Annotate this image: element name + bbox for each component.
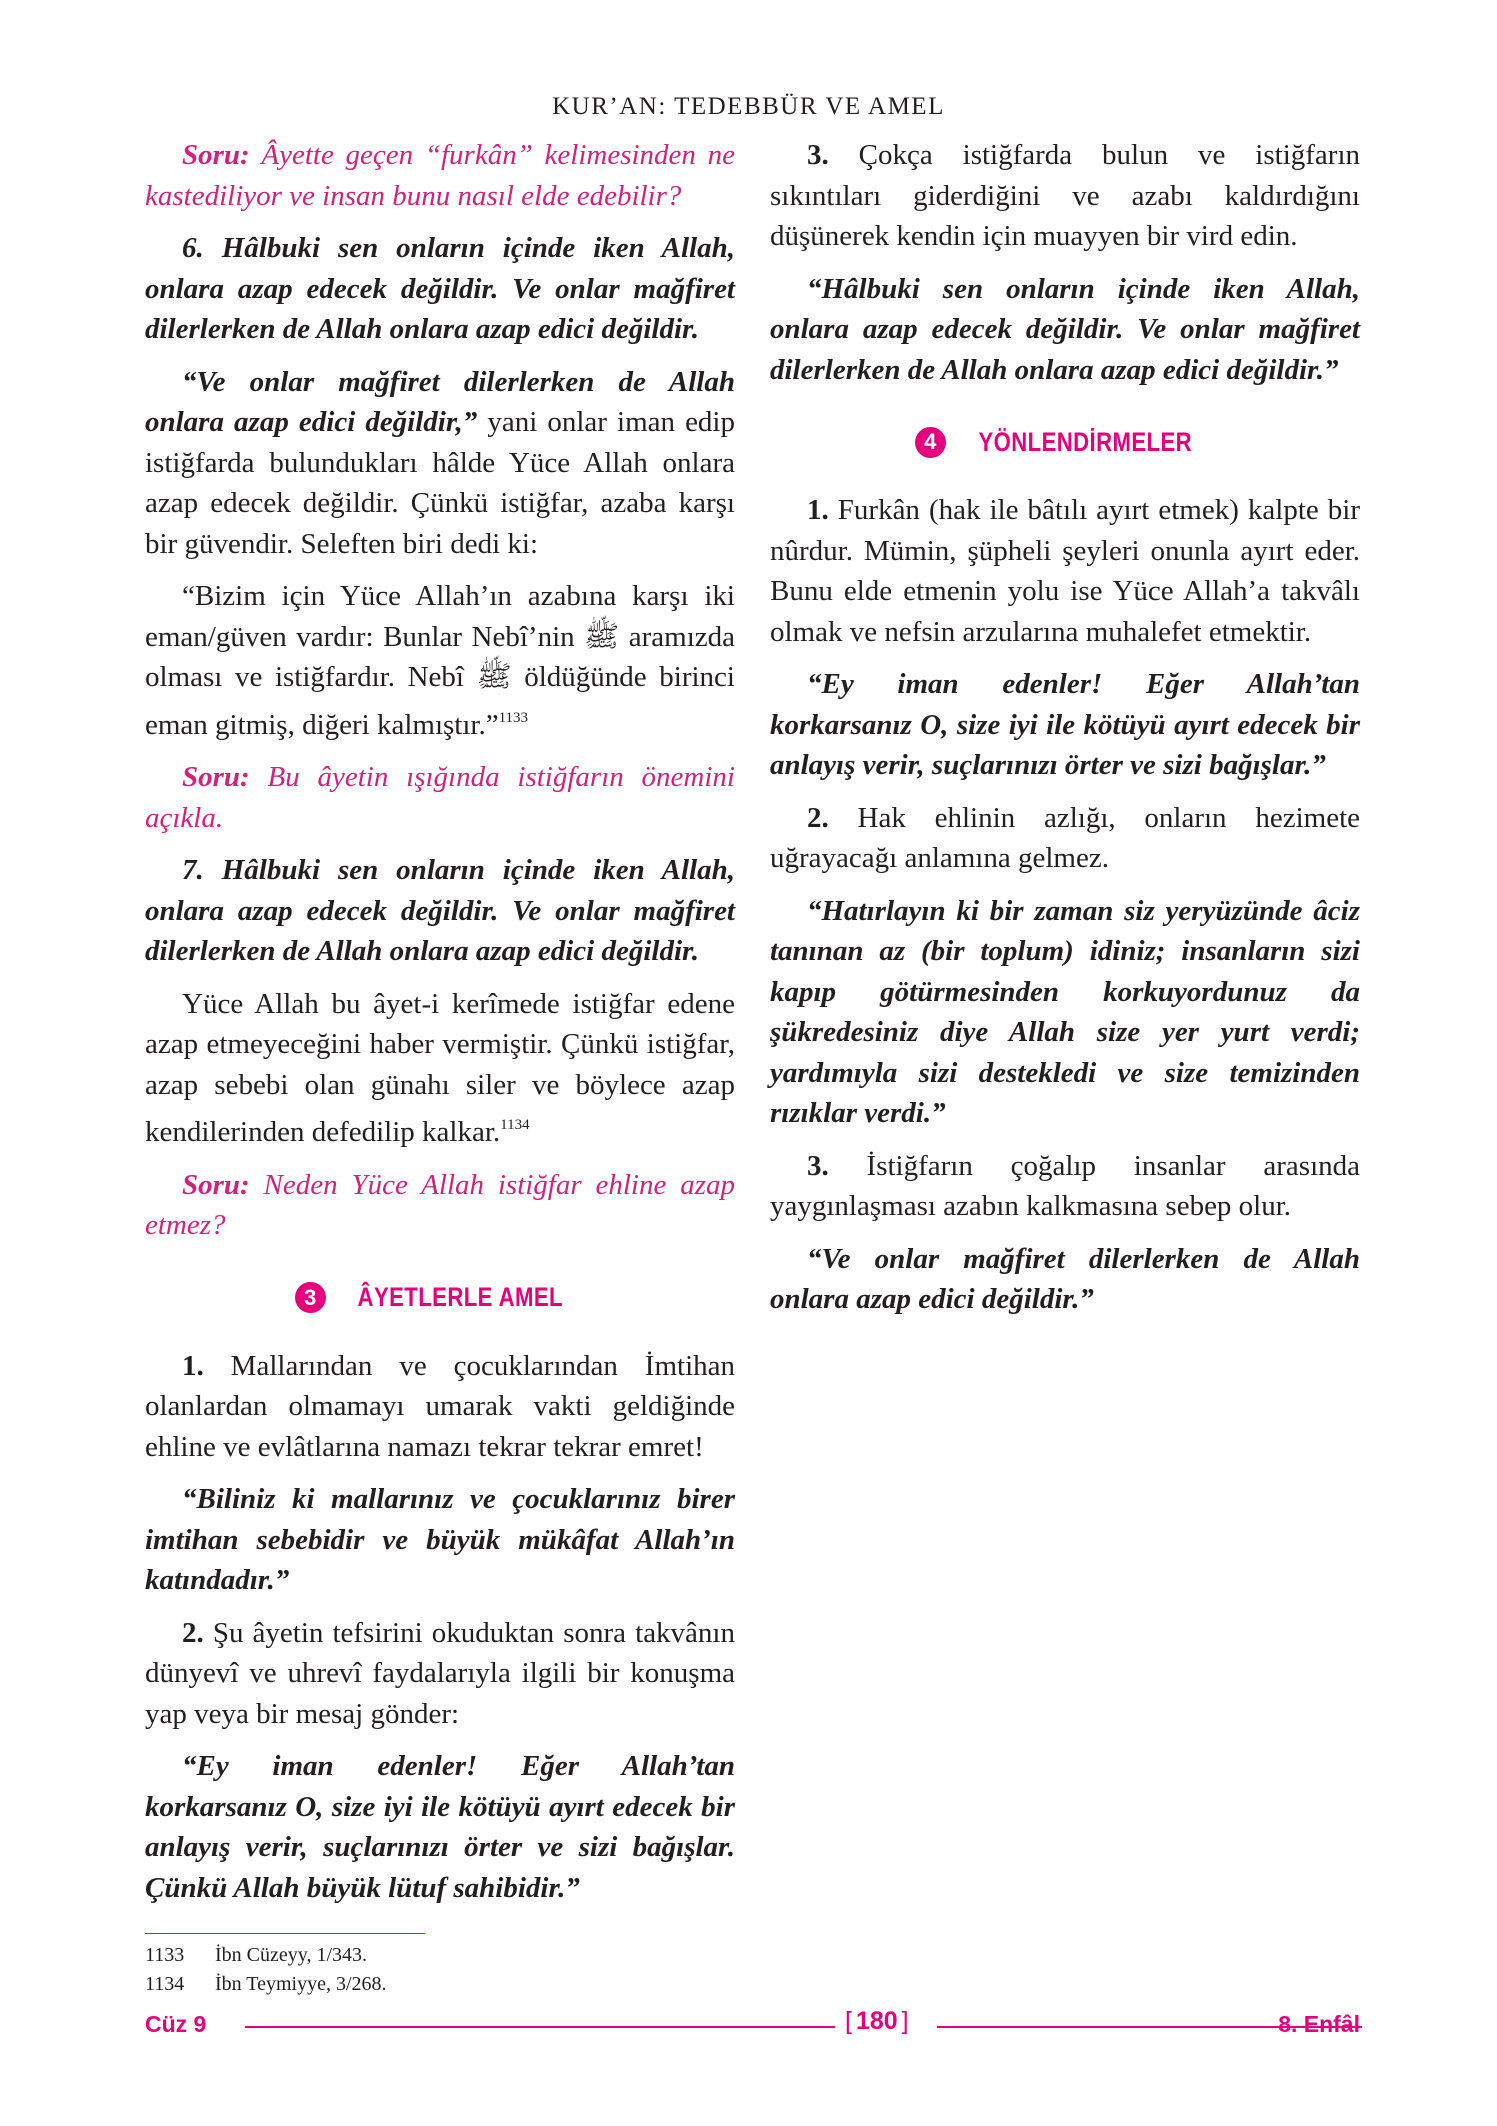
left-column [145, 135, 735, 1920]
item-text: Furkân (hak ile bâtılı ayırt etmek) kalpte bir nûrdur. Mümin, şüpheli şeyleri onunla ayırt eder. Bunu elde etmenin yolu ise Yüce Allah’a takvâlı olmak ve nefsin arzularına muhalefet etmektir. [770, 494, 1360, 648]
footnotes [145, 1941, 387, 1999]
footnote-1133 [145, 1941, 387, 1970]
item-number: 3. [807, 139, 829, 171]
footnote-ref-1133: 1133 [498, 709, 529, 726]
section-number-badge: 3 [295, 1282, 326, 1313]
section-heading-yonlendirmeler [770, 422, 1360, 462]
amel-verse-1: “Biliniz ki mallarınız ve çocuklarınız birer imtihan sebebidir ve büyük mükâfat Allah’ın katındadır.” [145, 1483, 735, 1596]
question-furkan [145, 135, 735, 216]
amel-verse-3: “Hâlbuki sen onların içinde iken Allah, onlara azap edecek değildir. Ve onlar mağfiret dilerlerken de Allah onlara azap edici değildir.” [770, 272, 1360, 386]
guidance-item-1 [770, 490, 1360, 652]
item-number: 2. [807, 801, 829, 834]
guidance-verse-1: “Ey iman edenler! Eğer Allah’tan korkarsanız O, size iyi ile kötüyü ayırt edecek bir anlayış verir, suçlarınızı örter ve sizi bağışlar.” [770, 668, 1360, 781]
item-text: Şu âyetin tefsirini okuduktan sonra takvânın dünyevî ve uhrevî faydalarıyla ilgili bir konuşma yap veya bir mesaj gönder: [145, 1616, 735, 1730]
page-number [845, 2007, 909, 2036]
footnote-number: 1133 [145, 1944, 185, 1966]
item-text: Çokça istiğfarda bulun ve istiğfarın sıkıntıları giderdiğini ve azabı kaldırdığını düşünerek kendin için muayyen bir vird edin. [770, 139, 1360, 252]
question-why [145, 1165, 735, 1246]
footer-rule-left [245, 2026, 835, 2028]
guidance-verse-2: “Hatırlayın ki bir zaman siz yeryüzünde âciz tanınan az (bir toplum) idiniz; insanların sizi kapıp götürmesinden korkuyordunuz da şükredesiniz diye Allah size yer yurt verdi; yardımıyla sizi destekledi ve size temizinden rızıklar verdi.” [770, 894, 1360, 1129]
question-istighfar [145, 757, 735, 838]
page-footer [145, 2007, 1360, 2043]
running-header: KUR’AN: TEDEBBÜR VE AMEL [552, 93, 945, 120]
verse-6: 6. Hâlbuki sen onların içinde iken Allah, onlara azap edecek değildir. Ve onlar mağfiret dilerlerken de Allah onlara azap edici değildir. [145, 232, 735, 345]
footnote-ref-1134: 1134 [500, 1117, 530, 1133]
section-heading-ayetlerle-amel [145, 1278, 735, 1318]
item-text: Hak ehlinin azlığı, onların hezimete uğrayacağı anlamına gelmez. [770, 801, 1360, 874]
item-text: İstiğfarın çoğalıp insanlar arasında yaygınlaşması azabın kalkmasına sebep olur. [770, 1149, 1360, 1222]
footnote-1134 [145, 1970, 387, 1999]
question-label: Soru: [182, 1168, 250, 1201]
right-column [770, 135, 1360, 1332]
question-text: Bu âyetin ışığında istiğfarın önemini açıkla. [145, 761, 735, 834]
item-number: 2. [182, 1616, 204, 1649]
amel-verse-2: “Ey iman edenler! Eğer Allah’tan korkarsanız O, size iyi ile kötüyü ayırt edecek bir anlayış verir, suçlarınızı örter ve sizi bağışlar. Çünkü Allah büyük lütuf sahibidir.” [145, 1750, 735, 1904]
item-number: 3. [807, 1149, 829, 1182]
explanation-text: yani onlar iman edip istiğfarda bulundukları hâlde Yüce Allah onlara azap edecek değildir. Çünkü istiğfar, azaba karşı bir güvendir. Seleften biri dedi ki: [145, 406, 735, 560]
guidance-verse-3: “Ve onlar mağfiret dilerlerken de Allah onlara azap edici değildir.” [770, 1242, 1360, 1315]
section-title: ÂYETLERLE AMEL [357, 1282, 563, 1312]
section-number-badge: 4 [915, 427, 946, 458]
verse-7: 7. Hâlbuki sen onların içinde iken Allah, onlara azap edecek değildir. Ve onlar mağfiret dilerlerken de Allah onlara azap edici değildir. [145, 854, 735, 967]
verse-7-explanation [145, 984, 735, 1153]
amel-item-2 [145, 1613, 735, 1735]
bracket-close: ] [901, 2007, 909, 2035]
question-label: Soru: [182, 761, 250, 793]
verse-quote: “Ve onlar mağfiret dilerlerken de Allah onlara azap edici değildir,” [145, 365, 735, 438]
amel-item-3 [770, 135, 1360, 257]
bracket-open: [ [845, 2007, 852, 2035]
amel-item-1 [145, 1346, 735, 1468]
item-number: 1. [807, 494, 829, 526]
footnote-number: 1134 [145, 1973, 185, 1995]
surah-label: 8. Enfâl [1278, 2011, 1360, 2037]
explanation-text: Yüce Allah bu âyet-i kerîmede istiğfar edene azap etmeyeceğini haber vermiştir. Çünkü istiğfar, azap sebebi olan günahı siler ve böylece azap kendilerinden defedilip kalkar. [145, 987, 735, 1148]
guidance-item-2 [770, 798, 1360, 879]
question-label: Soru: [182, 139, 250, 171]
juz-label: Cüz 9 [145, 2011, 207, 2037]
footnote-text: İbn Teymiyye, 3/268. [215, 1973, 387, 1995]
footnote-divider [145, 1933, 425, 1934]
salaf-quote [145, 576, 735, 745]
item-text: Mallarından ve çocuklarından İmtihan olanlardan olmamayı umarak vakti geldiğinde ehline ve evlâtlarına namazı tekrar tekrar emret! [145, 1349, 735, 1463]
verse-6-explanation [145, 362, 735, 565]
section-title: YÖNLENDİRMELER [978, 426, 1192, 457]
question-text: Âyette geçen “furkân” kelimesinden ne kastediliyor ve insan bunu nasıl elde edebilir? [145, 139, 735, 212]
question-text: Neden Yüce Allah istiğfar ehline azap etmez? [145, 1168, 735, 1241]
item-number: 1. [182, 1349, 204, 1382]
quote-text: “Bizim için Yüce Allah’ın azabına karşı iki eman/güven vardır: Bunlar Nebî’nin ﷺ aramızda olması ve istiğfardır. Nebî ﷺ öldüğünde birinci eman gitmiş, diğeri kalmıştır.” [145, 580, 736, 741]
guidance-item-3 [770, 1146, 1360, 1227]
footnote-text: İbn Cüzeyy, 1/343. [215, 1944, 368, 1966]
page-number-value: 180 [855, 2007, 898, 2035]
